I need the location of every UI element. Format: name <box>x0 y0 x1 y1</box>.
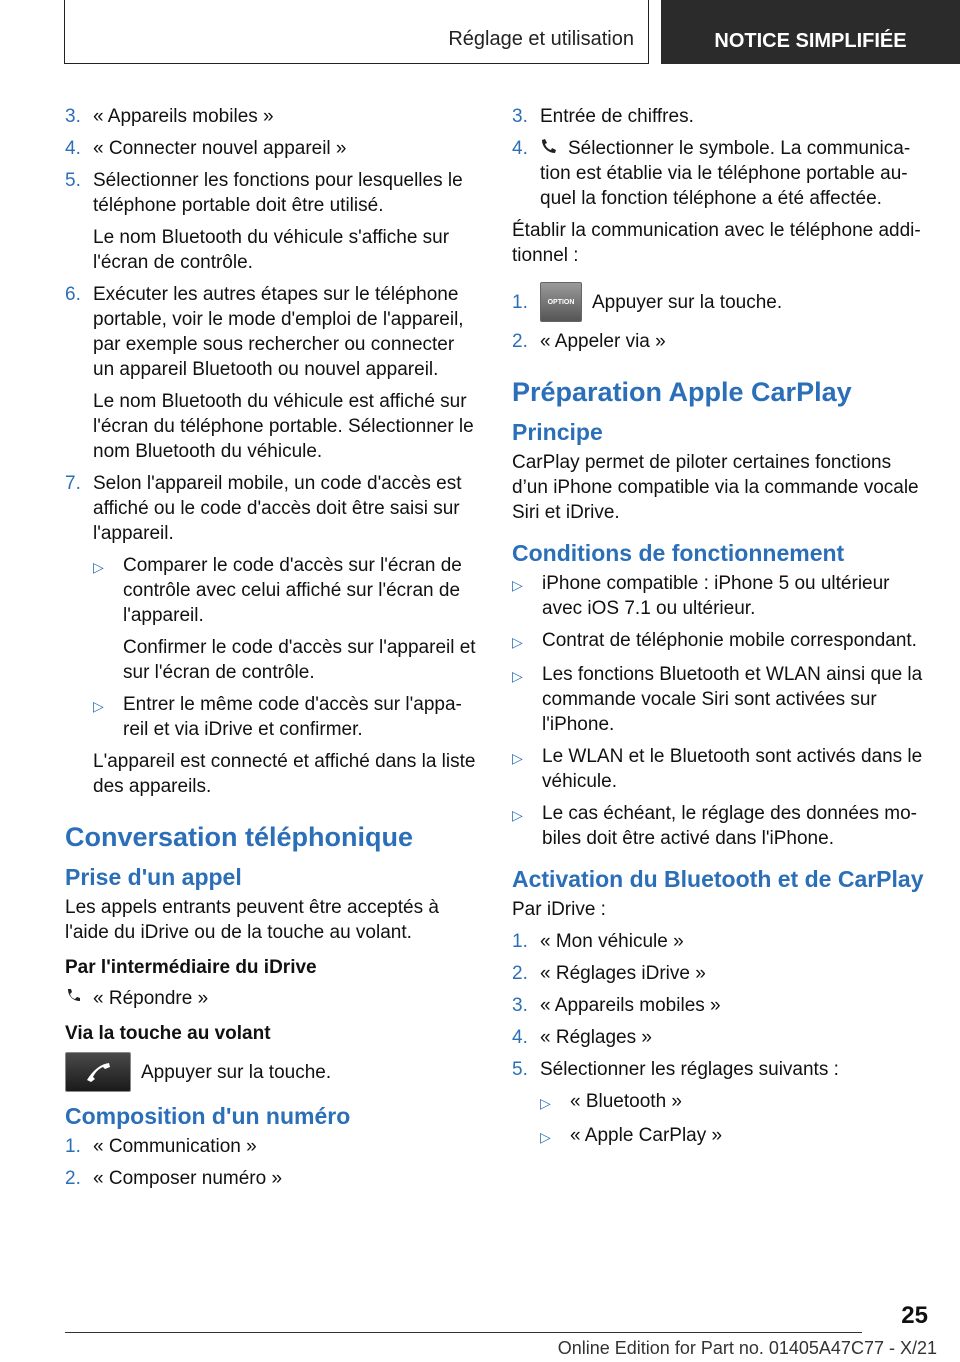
list-item: 1. « Mon véhicule » <box>512 931 684 952</box>
bullet-item: ▷ Les fonctions Bluetooth et WLAN ainsi que la commande vocale Siri sont activées sur l'iPhone. <box>512 664 923 735</box>
list-item: 5. Sélectionner les réglages suivants : <box>512 1059 839 1080</box>
footer-divider <box>65 1332 862 1333</box>
list-item: 3. Entrée de chiffres. <box>512 106 694 127</box>
call-icon <box>540 136 568 161</box>
subsection-title: Prise d'un appel <box>65 864 242 890</box>
bullet-item: ▷ iPhone compatible : iPhone 5 ou ultérieur avec iOS 7.1 ou ultérieur. <box>512 573 890 619</box>
triangle-bullet-icon: ▷ <box>93 559 104 575</box>
left-column <box>65 104 480 1198</box>
list-item: 1. OPTION Appuyer sur la touche. <box>512 282 932 322</box>
subsection-title: Principe <box>512 419 603 445</box>
list-item: 6. Exécuter les autres étapes sur le téléphone portable, voir le mode d'emploi de l'appareil, par exemple sous rechercher ou connecter un appareil Bluetooth ou nouvel appareil. <box>65 284 464 380</box>
page-number: 25 <box>901 1302 928 1329</box>
list-item: 3. « Appareils mobiles » <box>512 995 721 1016</box>
bullet-item: ▷ Entrer le même code d'accès sur l'appareil et via iDrive et confirmer. <box>93 694 462 740</box>
subsection-title: Composition d'un numéro <box>65 1103 351 1129</box>
steering-button-line: Appuyer sur la touche. <box>65 1052 480 1092</box>
triangle-bullet-icon: ▷ <box>512 577 523 593</box>
subsection-title: Conditions de fonctionnement <box>512 540 845 566</box>
triangle-bullet-icon: ▷ <box>512 668 523 684</box>
triangle-bullet-icon: ▷ <box>540 1095 551 1111</box>
triangle-bullet-icon: ▷ <box>540 1129 551 1145</box>
section-title: Préparation Apple CarPlay <box>512 377 852 407</box>
paragraph: Les appels entrants peuvent être acceptés à l'aide du iDrive ou de la touche au volant. <box>65 897 439 943</box>
bullet-item: ▷ « Bluetooth » <box>540 1089 932 1116</box>
bullet-note: Confirmer le code d'accès sur l'appareil et sur l'écran de contrôle. <box>123 637 476 683</box>
header-tab: NOTICE SIMPLIFIÉE <box>661 0 960 64</box>
bold-label: Par l'intermédiaire du iDrive <box>65 957 317 978</box>
step-note: Le nom Bluetooth du véhicule s'affiche sur l'écran de contrôle. <box>93 227 450 273</box>
bullet-item: ▷ Contrat de téléphonie mobile correspondant. <box>512 628 932 655</box>
list-item: 2. « Appeler via » <box>512 331 666 352</box>
list-item: 4. « Connecter nouvel appareil » <box>65 138 347 159</box>
subsection-title: Activation du Bluetooth et de CarPlay <box>512 866 924 892</box>
list-item: 4. Sélectionner le symbole. La communication est établie via le téléphone portable auquel la fonction téléphone a été affectée. <box>512 138 911 209</box>
phone-icon <box>65 986 93 1011</box>
list-item: 4. « Réglages » <box>512 1027 652 1048</box>
step-note: Le nom Bluetooth du véhicule est affiché sur l'écran du téléphone portable. Sélectionner le nom Bluetooth du véhicule. <box>93 391 474 462</box>
triangle-bullet-icon: ▷ <box>512 750 523 766</box>
list-item: 3. « Appareils mobiles » <box>65 106 274 127</box>
list-item: 1. « Communication » <box>65 1136 257 1157</box>
list-item: 5. Sélectionner les fonctions pour lesquelles le téléphone portable doit être utilisé. <box>65 170 463 216</box>
triangle-bullet-icon: ▷ <box>512 807 523 823</box>
bullet-item: ▷ « Apple CarPlay » <box>540 1123 932 1150</box>
answer-line: « Répondre » <box>65 986 480 1011</box>
step-note: L'appareil est connecté et affiché dans la liste des appareils. <box>93 751 476 797</box>
triangle-bullet-icon: ▷ <box>512 634 523 650</box>
bold-label: Via la touche au volant <box>65 1023 271 1044</box>
list-item: 7. Selon l'appareil mobile, un code d'accès est affiché ou le code d'accès doit être saisi sur l'appareil. <box>65 473 462 544</box>
triangle-bullet-icon: ▷ <box>93 698 104 714</box>
bullet-item: ▷ Comparer le code d'accès sur l'écran de contrôle avec celui affiché sur l'écran de l'appareil. <box>93 555 462 626</box>
right-column <box>512 104 932 1157</box>
bullet-item: ▷ Le cas échéant, le réglage des données mobiles doit être activé dans l'iPhone. <box>512 803 917 849</box>
bullet-item: ▷ Le WLAN et le Bluetooth sont activés dans le véhicule. <box>512 746 923 792</box>
steering-phone-button-icon <box>65 1052 131 1092</box>
paragraph: Par iDrive : <box>512 899 606 920</box>
header-section-title: Réglage et utilisation <box>448 28 634 50</box>
list-item: 2. « Composer numéro » <box>65 1168 283 1189</box>
list-item: 2. « Réglages iDrive » <box>512 963 706 984</box>
option-button-icon: OPTION <box>540 282 582 322</box>
paragraph: CarPlay permet de piloter certaines fonctions d’un iPhone compatible via la commande vocale Siri et iDrive. <box>512 452 919 523</box>
footer-edition: Online Edition for Part no. 01405A47C77 - X/21 <box>557 1338 937 1358</box>
paragraph: Établir la communication avec le téléphone additionnel : <box>512 220 921 266</box>
section-title: Conversation téléphonique <box>65 822 414 852</box>
